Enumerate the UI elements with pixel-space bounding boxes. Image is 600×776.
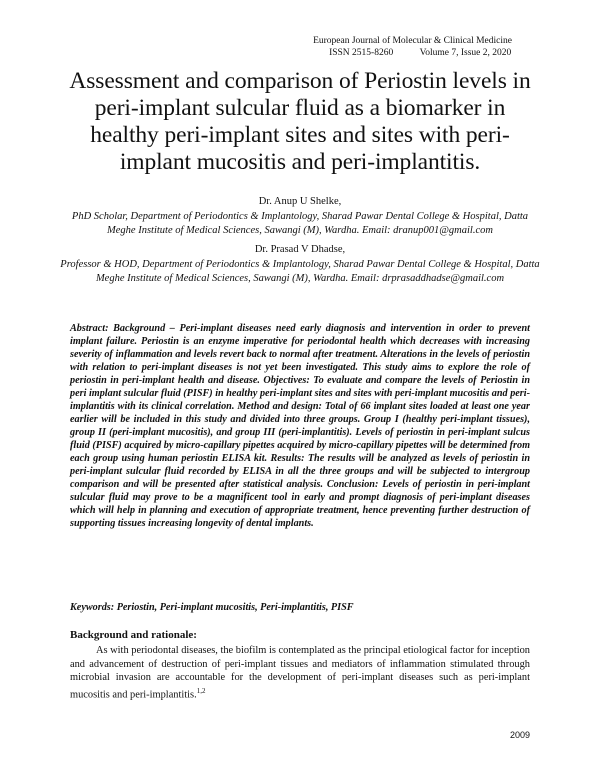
author-block bbox=[60, 243, 540, 286]
journal-header bbox=[313, 35, 512, 59]
journal-name: European Journal of Molecular & Clinical Medicine bbox=[313, 36, 512, 46]
author-affiliation: PhD Scholar, Department of Periodontics & Implantology, Sharad Pawar Dental College & Hospital, Datta Meghe Institute of Medical Sciences, Sawangi (M), Wardha. Email: dranup001@gmail.com bbox=[71, 211, 529, 236]
author-name: Dr. Prasad V Dhadse, bbox=[254, 244, 346, 255]
abstract: Abstract: Background – Peri-implant diseases need early diagnosis and intervention in order to prevent implant failure. Periostin is an enzyme imperative for periodontal health which decreases with increasing severity of inflammation and levels revert back to normal after treatment. Alterations in the levels of periostin with relation to peri-implant diseases is not yet been investigated. This study aims to explore the role of periostin in peri-implant health and disease. Objectives: To evaluate and compare the levels of Periostin in peri implant sulcular fluid (PISF) in healthy peri-implant sites and sites with peri-implant mucositis and peri-implantitis with its clinical correlation. Method and design: Total of 66 implant sites loaded at least one year earlier will be included in this study and divided into three groups. Group I (healthy peri-implant tissues), group II (peri-implant mucositis), and group III (peri-implantitis). Levels of periostin in peri-implant sulcus fluid (PISF) acquired by micro-capillary pipettes acquired by micro-capillary pipettes will be determined from each group using human periostin ELISA kit. Results: The results will be analyzed as levels of periostin in peri-implant sulcular fluid recorded by ELISA in all the three groups and will be subjected to intergroup comparison and will be presented after statistical analysis. Conclusion: Levels of periostin in peri-implant sulcular fluid may prove to be a magnificent tool in early and prompt diagnosis of peri-implant diseases which will help in planning and execution of appropriate treatment, hence preventing further destruction of supporting tissues increasing longevity of dental implants. bbox=[70, 323, 530, 529]
page-number: 2009 bbox=[509, 730, 530, 740]
author-name: Dr. Anup U Shelke, bbox=[258, 196, 342, 207]
journal-issn: ISSN 2515-8260 bbox=[329, 48, 394, 58]
author-block bbox=[60, 195, 540, 238]
paper-title: Assessment and comparison of Periostin levels in peri-implant sulcular fluid as a biomarker in healthy peri-implant sites and sites with peri-implant mucositis and peri-implantitis. bbox=[69, 68, 531, 175]
citation-superscript: 1,2 bbox=[196, 686, 206, 695]
section-heading: Background and rationale: bbox=[70, 629, 197, 641]
keywords: Keywords: Periostin, Peri-implant mucositis, Peri-implantitis, PISF bbox=[70, 602, 354, 613]
journal-meta bbox=[313, 47, 512, 59]
section-body-text: As with periodontal diseases, the biofilm is contemplated as the principal etiological factor for inception and advancement of destruction of peri-implant tissues and mediators of inflammation stimulated through microbial invasion are accountable for the development of peri-implant diseases such as peri-implant mucositis and peri-implantitis. bbox=[70, 645, 530, 700]
author-affiliation: Professor & HOD, Department of Periodontics & Implantology, Sharad Pawar Dental College & Hospital, Datta Meghe Institute of Medical Sciences, Sawangi (M), Wardha. Email: drprasaddhadse@gmail.com bbox=[60, 259, 540, 284]
journal-volume: Volume 7, Issue 2, 2020 bbox=[419, 48, 512, 58]
section-body bbox=[70, 644, 530, 701]
